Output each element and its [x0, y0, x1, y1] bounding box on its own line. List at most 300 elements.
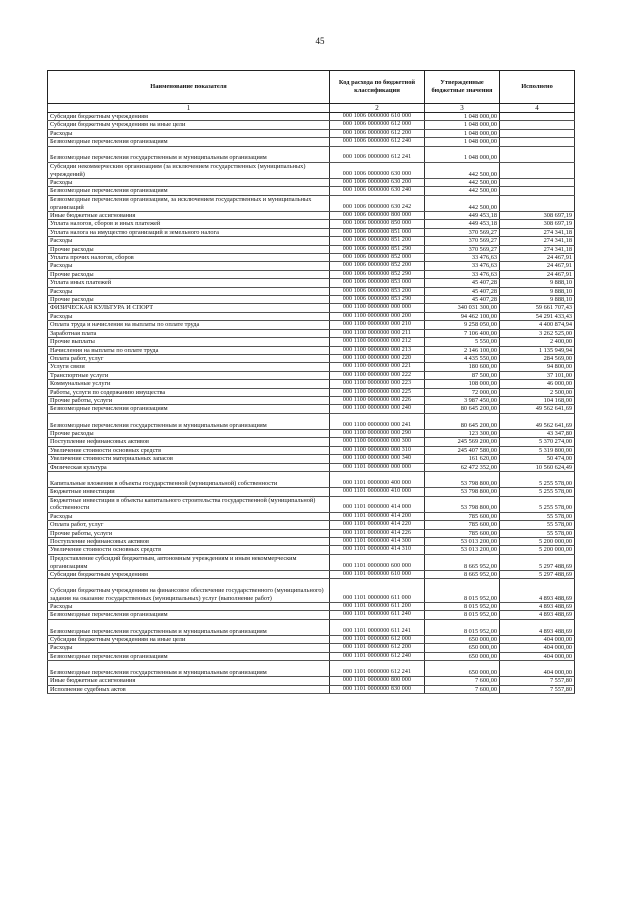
row-approved: 370 569,27 — [425, 245, 500, 253]
row-name: Бюджетные инвестиции — [48, 488, 330, 496]
row-approved: 1 048 000,00 — [425, 121, 500, 129]
row-approved: 3 987 450,00 — [425, 396, 500, 404]
row-name: Иные бюджетные ассигнования — [48, 677, 330, 685]
table-row — [48, 262, 575, 270]
row-executed: 5 255 578,00 — [500, 471, 575, 487]
row-approved: 8 015 952,00 — [425, 602, 500, 610]
row-name: Расходы — [48, 287, 330, 295]
row-name: Расходы — [48, 644, 330, 652]
row-executed: 5 200 000,00 — [500, 546, 575, 554]
row-approved: 1 048 000,00 — [425, 146, 500, 162]
row-name: Безвозмездные перечисления государственным и муниципальным организациям — [48, 619, 330, 635]
row-name: Предоставление субсидий бюджетным, автономным учреждениям и иным некоммерческим организациям — [48, 554, 330, 570]
table-row — [48, 579, 575, 603]
table-row — [48, 354, 575, 362]
table-row — [48, 312, 575, 320]
row-executed: 24 467,91 — [500, 254, 575, 262]
row-name: Безвозмездные перечисления организациям — [48, 611, 330, 619]
table-row — [48, 363, 575, 371]
row-name: Расходы — [48, 602, 330, 610]
row-approved: 8 665 952,00 — [425, 570, 500, 578]
row-approved: 370 569,27 — [425, 228, 500, 236]
row-code: 000 1006 0000000 853 290 — [330, 296, 425, 304]
table-row — [48, 677, 575, 685]
row-executed — [500, 146, 575, 162]
row-name: Поступление нефинансовых активов — [48, 438, 330, 446]
row-approved: 245 407 580,00 — [425, 446, 500, 454]
row-name: Безвозмездные перечисления организациям — [48, 652, 330, 660]
row-executed: 274 341,18 — [500, 237, 575, 245]
row-code: 000 1101 0000000 610 000 — [330, 570, 425, 578]
row-code: 000 1101 0000000 612 240 — [330, 652, 425, 660]
row-name: ФИЗИЧЕСКАЯ КУЛЬТУРА И СПОРТ — [48, 304, 330, 312]
table-row — [48, 245, 575, 253]
row-approved: 785 600,00 — [425, 529, 500, 537]
row-approved: 72 000,00 — [425, 388, 500, 396]
row-approved: 45 407,28 — [425, 287, 500, 295]
row-code: 000 1006 0000000 852 290 — [330, 270, 425, 278]
table-body — [48, 113, 575, 694]
column-number: 4 — [500, 104, 575, 113]
row-name: Расходы — [48, 129, 330, 137]
table-row — [48, 338, 575, 346]
row-approved: 650 000,00 — [425, 644, 500, 652]
row-code: 000 1101 0000000 414 200 — [330, 512, 425, 520]
row-executed: 59 661 707,43 — [500, 304, 575, 312]
row-code: 000 1101 0000000 000 000 — [330, 463, 425, 471]
row-code: 000 1006 0000000 612 241 — [330, 146, 425, 162]
row-code: 000 1101 0000000 414 226 — [330, 529, 425, 537]
table-row — [48, 296, 575, 304]
row-name: Расходы — [48, 312, 330, 320]
table-row — [48, 220, 575, 228]
column-header-executed: Исполнено — [500, 71, 575, 104]
row-executed: 49 562 641,69 — [500, 405, 575, 413]
row-approved: 7 600,00 — [425, 677, 500, 685]
table-row — [48, 652, 575, 660]
row-code: 000 1101 0000000 612 200 — [330, 644, 425, 652]
row-name: Расходы — [48, 262, 330, 270]
table-row — [48, 602, 575, 610]
row-executed: 55 578,00 — [500, 512, 575, 520]
row-executed: 43 347,80 — [500, 429, 575, 437]
row-code: 000 1101 0000000 414 310 — [330, 546, 425, 554]
row-code: 000 1101 0000000 611 240 — [330, 611, 425, 619]
row-code: 000 1100 0000000 000 221 — [330, 363, 425, 371]
table-row — [48, 195, 575, 211]
row-executed: 274 341,18 — [500, 228, 575, 236]
row-name: Безвозмездные перечисления организациям — [48, 187, 330, 195]
row-executed: 5 370 274,00 — [500, 438, 575, 446]
row-executed: 104 168,00 — [500, 396, 575, 404]
row-executed: 50 474,00 — [500, 455, 575, 463]
row-name: Работы, услуги по содержанию имущества — [48, 388, 330, 396]
row-code: 000 1100 0000000 000 310 — [330, 446, 425, 454]
table-row — [48, 661, 575, 677]
row-approved: 80 645 200,00 — [425, 413, 500, 429]
row-executed: 5 319 800,00 — [500, 446, 575, 454]
row-code: 000 1100 0000000 000 212 — [330, 338, 425, 346]
row-name: Капитальные вложения в объекты государственной (муниципальной) собственности — [48, 471, 330, 487]
row-approved: 7 106 400,00 — [425, 329, 500, 337]
row-name: Безвозмездные перечисления государственным и муниципальным организациям — [48, 661, 330, 677]
row-code: 000 1100 0000000 000 300 — [330, 438, 425, 446]
row-code: 000 1101 0000000 600 000 — [330, 554, 425, 570]
row-executed: 9 888,10 — [500, 296, 575, 304]
table-row — [48, 521, 575, 529]
row-executed: 308 697,19 — [500, 212, 575, 220]
row-executed: 404 000,00 — [500, 652, 575, 660]
table-row — [48, 237, 575, 245]
row-name: Оплата работ, услуг — [48, 521, 330, 529]
row-name: Прочие расходы — [48, 429, 330, 437]
row-approved: 2 146 100,00 — [425, 346, 500, 354]
column-header-name: Наименование показателя — [48, 71, 330, 104]
row-executed: 2 400,00 — [500, 338, 575, 346]
row-code: 000 1101 0000000 611 200 — [330, 602, 425, 610]
table-row — [48, 635, 575, 643]
row-approved: 45 407,28 — [425, 279, 500, 287]
table-row — [48, 611, 575, 619]
row-name: Расходы — [48, 237, 330, 245]
row-executed: 284 569,00 — [500, 354, 575, 362]
row-name: Уплата иных платежей — [48, 279, 330, 287]
row-code: 000 1101 0000000 612 241 — [330, 661, 425, 677]
row-executed: 55 578,00 — [500, 529, 575, 537]
row-approved: 442 500,00 — [425, 187, 500, 195]
row-executed: 46 000,00 — [500, 380, 575, 388]
row-code: 000 1101 0000000 611 000 — [330, 579, 425, 603]
row-name: Физическая культура — [48, 463, 330, 471]
row-approved: 650 000,00 — [425, 661, 500, 677]
row-code: 000 1100 0000000 000 211 — [330, 329, 425, 337]
row-code: 000 1006 0000000 630 242 — [330, 195, 425, 211]
row-code: 000 1101 0000000 414 000 — [330, 496, 425, 512]
table-row — [48, 619, 575, 635]
row-executed: 9 888,10 — [500, 279, 575, 287]
row-code: 000 1006 0000000 851 200 — [330, 237, 425, 245]
row-executed — [500, 195, 575, 211]
column-header-approved: Утвержденные бюджетные значения — [425, 71, 500, 104]
column-number: 1 — [48, 104, 330, 113]
table-row — [48, 455, 575, 463]
row-executed: 274 341,18 — [500, 245, 575, 253]
row-approved: 108 000,00 — [425, 380, 500, 388]
row-approved: 650 000,00 — [425, 635, 500, 643]
row-code: 000 1100 0000000 000 222 — [330, 371, 425, 379]
row-code: 000 1006 0000000 853 200 — [330, 287, 425, 295]
row-approved: 53 013 200,00 — [425, 546, 500, 554]
row-name: Оплата труда и начисления на выплаты по оплате труда — [48, 321, 330, 329]
table-row — [48, 304, 575, 312]
table-row — [48, 270, 575, 278]
table-row — [48, 279, 575, 287]
table-row — [48, 644, 575, 652]
row-approved: 8 015 952,00 — [425, 611, 500, 619]
row-code: 000 1100 0000000 000 223 — [330, 380, 425, 388]
table-row — [48, 537, 575, 545]
row-approved: 449 453,18 — [425, 212, 500, 220]
row-approved: 33 476,63 — [425, 254, 500, 262]
table-row — [48, 121, 575, 129]
row-executed: 404 000,00 — [500, 661, 575, 677]
table-row — [48, 463, 575, 471]
table-header-row — [48, 71, 575, 104]
row-executed: 94 800,00 — [500, 363, 575, 371]
row-code: 000 1006 0000000 610 000 — [330, 113, 425, 121]
row-executed: 1 135 949,94 — [500, 346, 575, 354]
row-code: 000 1100 0000000 000 220 — [330, 354, 425, 362]
row-code: 000 1100 0000000 000 226 — [330, 396, 425, 404]
row-executed: 24 467,91 — [500, 270, 575, 278]
row-approved: 245 569 200,00 — [425, 438, 500, 446]
table-row — [48, 471, 575, 487]
row-name: Субсидии бюджетным учреждениям на иные цели — [48, 121, 330, 129]
page-number: 45 — [315, 36, 325, 46]
row-code: 000 1006 0000000 630 000 — [330, 162, 425, 178]
row-executed — [500, 138, 575, 146]
row-name: Поступление нефинансовых активов — [48, 537, 330, 545]
row-approved: 80 645 200,00 — [425, 405, 500, 413]
row-name: Услуги связи — [48, 363, 330, 371]
row-approved: 1 048 000,00 — [425, 129, 500, 137]
row-code: 000 1101 0000000 800 000 — [330, 677, 425, 685]
row-name: Бюджетные инвестиции в объекты капитального строительства государственной (муниципальной) собственности — [48, 496, 330, 512]
table-row — [48, 496, 575, 512]
row-code: 000 1006 0000000 851 290 — [330, 245, 425, 253]
row-code: 000 1006 0000000 852 200 — [330, 262, 425, 270]
table-row — [48, 129, 575, 137]
row-name: Иные бюджетные ассигнования — [48, 212, 330, 220]
row-approved: 123 300,00 — [425, 429, 500, 437]
row-name: Уплата налогов, сборов и иных платежей — [48, 220, 330, 228]
row-approved: 53 798 800,00 — [425, 471, 500, 487]
row-approved: 33 476,63 — [425, 262, 500, 270]
table-row — [48, 287, 575, 295]
column-number: 2 — [330, 104, 425, 113]
row-executed: 4 893 488,69 — [500, 602, 575, 610]
table-row — [48, 512, 575, 520]
row-name: Безвозмездные перечисления организациям, за исключением государственных и муниципальных организаций — [48, 195, 330, 211]
row-executed: 3 262 525,00 — [500, 329, 575, 337]
table-row — [48, 228, 575, 236]
row-name: Уплата налога на имущество организаций и земельного налога — [48, 228, 330, 236]
row-name: Заработная плата — [48, 329, 330, 337]
row-name: Субсидии некоммерческим организациям (за исключением государственных (муниципальных) учреждений) — [48, 162, 330, 178]
row-approved: 62 472 352,00 — [425, 463, 500, 471]
row-approved: 8 015 952,00 — [425, 619, 500, 635]
row-executed — [500, 187, 575, 195]
row-executed: 5 255 578,00 — [500, 488, 575, 496]
row-name: Безвозмездные перечисления государственным и муниципальным организациям — [48, 413, 330, 429]
table-row — [48, 380, 575, 388]
table-row — [48, 179, 575, 187]
table-row — [48, 429, 575, 437]
row-code: 000 1006 0000000 630 200 — [330, 179, 425, 187]
row-name: Безвозмездные перечисления государственным и муниципальным организациям — [48, 146, 330, 162]
row-code: 000 1101 0000000 611 241 — [330, 619, 425, 635]
row-approved: 7 600,00 — [425, 685, 500, 693]
row-code: 000 1006 0000000 850 000 — [330, 220, 425, 228]
row-name: Прочие расходы — [48, 270, 330, 278]
row-executed — [500, 113, 575, 121]
table-row — [48, 396, 575, 404]
row-code: 000 1101 0000000 414 220 — [330, 521, 425, 529]
row-approved: 180 600,00 — [425, 363, 500, 371]
row-approved: 370 569,27 — [425, 237, 500, 245]
row-code: 000 1006 0000000 851 000 — [330, 228, 425, 236]
row-executed: 54 291 433,43 — [500, 312, 575, 320]
row-code: 000 1100 0000000 000 000 — [330, 304, 425, 312]
row-code: 000 1101 0000000 400 000 — [330, 471, 425, 487]
row-executed: 37 101,00 — [500, 371, 575, 379]
row-name: Оплата работ, услуг — [48, 354, 330, 362]
table-row — [48, 570, 575, 578]
table-row — [48, 554, 575, 570]
row-name: Расходы — [48, 179, 330, 187]
table-row — [48, 413, 575, 429]
row-name: Транспортные услуги — [48, 371, 330, 379]
row-executed: 308 697,19 — [500, 220, 575, 228]
row-code: 000 1100 0000000 000 225 — [330, 388, 425, 396]
row-executed: 4 400 874,94 — [500, 321, 575, 329]
row-executed: 4 893 488,69 — [500, 619, 575, 635]
row-name: Прочие работы, услуги — [48, 396, 330, 404]
row-approved: 785 600,00 — [425, 512, 500, 520]
row-name: Прочие работы, услуги — [48, 529, 330, 537]
table-row — [48, 187, 575, 195]
table-row — [48, 162, 575, 178]
row-approved: 1 048 000,00 — [425, 138, 500, 146]
row-executed: 49 562 641,69 — [500, 413, 575, 429]
row-name: Безвозмездные перечисления организациям — [48, 405, 330, 413]
row-executed: 7 557,80 — [500, 677, 575, 685]
table-row — [48, 685, 575, 693]
row-executed: 4 893 488,69 — [500, 611, 575, 619]
row-name: Коммунальные услуги — [48, 380, 330, 388]
row-code: 000 1100 0000000 000 200 — [330, 312, 425, 320]
row-code: 000 1100 0000000 000 240 — [330, 405, 425, 413]
row-approved: 53 798 800,00 — [425, 496, 500, 512]
row-executed — [500, 129, 575, 137]
table-row — [48, 488, 575, 496]
row-executed: 404 000,00 — [500, 644, 575, 652]
table-row — [48, 254, 575, 262]
row-approved: 33 476,63 — [425, 270, 500, 278]
row-approved: 53 013 200,00 — [425, 537, 500, 545]
row-approved: 449 453,18 — [425, 220, 500, 228]
row-executed: 2 500,00 — [500, 388, 575, 396]
row-code: 000 1100 0000000 000 210 — [330, 321, 425, 329]
row-approved: 5 550,00 — [425, 338, 500, 346]
row-name: Субсидии бюджетным учреждениям на финансовое обеспечение государственного (муниципального) задания на оказание государственных (муниципальных) услуг (выполнение работ) — [48, 579, 330, 603]
row-approved: 8 665 952,00 — [425, 554, 500, 570]
row-executed: 7 557,80 — [500, 685, 575, 693]
row-code: 000 1006 0000000 800 000 — [330, 212, 425, 220]
row-name: Прочие расходы — [48, 245, 330, 253]
row-executed — [500, 162, 575, 178]
row-name: Прочие расходы — [48, 296, 330, 304]
row-name: Субсидии бюджетным учреждениям на иные цели — [48, 635, 330, 643]
row-name: Уплата прочих налогов, сборов — [48, 254, 330, 262]
row-executed: 9 888,10 — [500, 287, 575, 295]
row-executed: 404 000,00 — [500, 635, 575, 643]
row-code: 000 1006 0000000 612 240 — [330, 138, 425, 146]
table-row — [48, 546, 575, 554]
row-code: 000 1006 0000000 853 000 — [330, 279, 425, 287]
row-name: Субсидии бюджетным учреждениям — [48, 570, 330, 578]
row-code: 000 1101 0000000 410 000 — [330, 488, 425, 496]
row-approved: 45 407,28 — [425, 296, 500, 304]
row-name: Исполнение судебных актов — [48, 685, 330, 693]
row-name: Прочие выплаты — [48, 338, 330, 346]
table-row — [48, 138, 575, 146]
row-approved: 785 600,00 — [425, 521, 500, 529]
table-row — [48, 405, 575, 413]
row-executed — [500, 179, 575, 187]
row-approved: 94 462 100,00 — [425, 312, 500, 320]
table-row — [48, 146, 575, 162]
row-code: 000 1100 0000000 000 213 — [330, 346, 425, 354]
row-approved: 650 000,00 — [425, 652, 500, 660]
table-row — [48, 113, 575, 121]
table-row — [48, 529, 575, 537]
row-approved: 87 500,00 — [425, 371, 500, 379]
row-approved: 442 500,00 — [425, 195, 500, 211]
row-code: 000 1101 0000000 830 000 — [330, 685, 425, 693]
row-approved: 442 500,00 — [425, 162, 500, 178]
row-approved: 4 435 550,00 — [425, 354, 500, 362]
row-code: 000 1100 0000000 000 290 — [330, 429, 425, 437]
row-executed: 5 200 000,00 — [500, 537, 575, 545]
table-row — [48, 438, 575, 446]
row-executed: 10 560 624,49 — [500, 463, 575, 471]
row-approved: 340 031 300,00 — [425, 304, 500, 312]
row-executed: 4 893 488,69 — [500, 579, 575, 603]
row-executed: 5 297 488,69 — [500, 570, 575, 578]
table-row — [48, 446, 575, 454]
row-code: 000 1101 0000000 612 000 — [330, 635, 425, 643]
column-header-code: Код расхода по бюджетной классификации — [330, 71, 425, 104]
table-row — [48, 321, 575, 329]
table-row — [48, 388, 575, 396]
row-name: Начисления на выплаты по оплате труда — [48, 346, 330, 354]
table-row — [48, 329, 575, 337]
row-approved: 161 620,00 — [425, 455, 500, 463]
row-approved: 1 048 000,00 — [425, 113, 500, 121]
row-executed: 5 297 488,69 — [500, 554, 575, 570]
row-code: 000 1100 0000000 000 241 — [330, 413, 425, 429]
column-number-row — [48, 104, 575, 113]
row-approved: 442 500,00 — [425, 179, 500, 187]
row-name: Безвозмездные перечисления организациям — [48, 138, 330, 146]
row-executed — [500, 121, 575, 129]
row-approved: 53 798 800,00 — [425, 488, 500, 496]
row-code: 000 1006 0000000 852 000 — [330, 254, 425, 262]
table-row — [48, 346, 575, 354]
row-approved: 8 015 952,00 — [425, 579, 500, 603]
row-code: 000 1100 0000000 000 340 — [330, 455, 425, 463]
row-name: Увеличение стоимости основных средств — [48, 546, 330, 554]
row-name: Увеличение стоимости материальных запасов — [48, 455, 330, 463]
table-row — [48, 371, 575, 379]
row-name: Увеличение стоимости основных средств — [48, 446, 330, 454]
row-code: 000 1006 0000000 612 200 — [330, 129, 425, 137]
row-code: 000 1101 0000000 414 300 — [330, 537, 425, 545]
budget-execution-table — [47, 70, 575, 694]
row-name: Субсидии бюджетным учреждениям — [48, 113, 330, 121]
row-executed: 24 467,91 — [500, 262, 575, 270]
